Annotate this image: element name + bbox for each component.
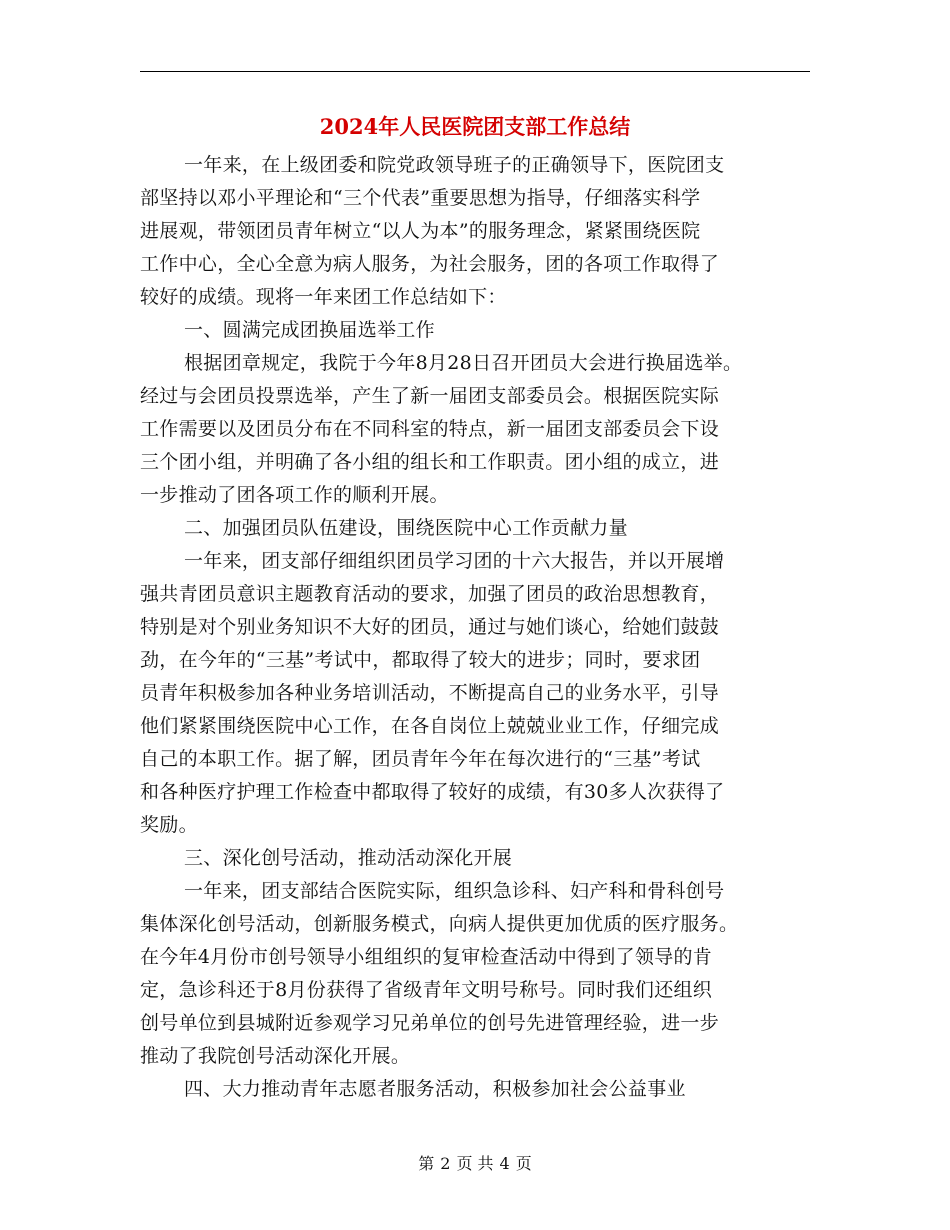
text-line: 强共青团员意识主题教育活动的要求，加强了团员的政治思想教育， xyxy=(140,583,720,605)
text-line: 他们紧紧围绕医院中心工作，在各自岗位上兢兢业业工作，仔细完成 xyxy=(140,715,720,737)
text-line: 奖励。 xyxy=(140,814,198,836)
text-line: 进展观，带领团员青年树立“以人为本”的服务理念，紧紧围绕医院 xyxy=(140,220,701,242)
text-line: 推动了我院创号活动深化开展。 xyxy=(140,1045,411,1067)
footer-middle: 页 共 xyxy=(456,1154,494,1173)
footer-total-pages: 4 xyxy=(499,1154,510,1173)
text-line: 较好的成绩。现将一年来团工作总结如下： xyxy=(140,286,507,308)
footer-page-number: 2 xyxy=(440,1154,451,1173)
text-line: 定，急诊科还于8月份获得了省级青年文明号称号。同时我们还组织 xyxy=(140,979,713,1001)
text-line: 在今年4月份市创号领导小组组织的复审检查活动中得到了领导的肯 xyxy=(140,946,713,968)
text-line: 和各种医疗护理工作检查中都取得了较好的成绩，有30多人次获得了 xyxy=(140,781,725,803)
header-rule xyxy=(140,71,810,72)
text-line: 部坚持以邓小平理论和“三个代表”重要思想为指导，仔细落实科学 xyxy=(140,187,701,209)
text-line: 集体深化创号活动，创新服务模式，向病人提供更加优质的医疗服务。 xyxy=(140,913,739,935)
section-heading: 一、圆满完成团换届选举工作 xyxy=(184,319,435,341)
text-line: 劲，在今年的“三基”考试中，都取得了较大的进步；同时，要求团 xyxy=(140,649,701,671)
text-line: 工作中心，全心全意为病人服务，为社会服务，团的各项工作取得了 xyxy=(140,253,720,275)
section-heading: 二、加强团员队伍建设，围绕医院中心工作贡献力量 xyxy=(184,517,628,539)
text-line: 一年来，团支部仔细组织团员学习团的十六大报告，并以开展增 xyxy=(184,550,725,572)
text-line: 一年来，团支部结合医院实际，组织急诊科、妇产科和骨科创号 xyxy=(184,880,725,902)
section-heading: 四、大力推动青年志愿者服务活动，积极参加社会公益事业 xyxy=(184,1078,686,1100)
text-line: 创号单位到县城附近参观学习兄弟单位的创号先进管理经验，进一步 xyxy=(140,1012,720,1034)
text-line: 一步推动了团各项工作的顺利开展。 xyxy=(140,484,449,506)
page-footer xyxy=(0,1152,950,1176)
footer-prefix: 第 xyxy=(418,1154,435,1173)
document-title: 2024年人民医院团支部工作总结 xyxy=(319,114,631,139)
text-line: 员青年积极参加各种业务培训活动，不断提高自己的业务水平，引导 xyxy=(140,682,720,704)
text-line: 一年来，在上级团委和院党政领导班子的正确领导下，医院团支 xyxy=(184,154,725,176)
text-line: 工作需要以及团员分布在不同科室的特点，新一届团支部委员会下设 xyxy=(140,418,720,440)
text-line: 三个团小组，并明确了各小组的组长和工作职责。团小组的成立，进 xyxy=(140,451,720,473)
text-line: 根据团章规定，我院于今年8月28日召开团员大会进行换届选举。 xyxy=(184,352,743,374)
text-line: 特别是对个别业务知识不大好的团员，通过与她们谈心，给她们鼓鼓 xyxy=(140,616,720,638)
text-line: 经过与会团员投票选举，产生了新一届团支部委员会。根据医院实际 xyxy=(140,385,720,407)
section-heading: 三、深化创号活动，推动活动深化开展 xyxy=(184,847,513,869)
footer-suffix: 页 xyxy=(515,1154,532,1173)
text-line: 自己的本职工作。据了解，团员青年今年在每次进行的“三基”考试 xyxy=(140,748,701,770)
